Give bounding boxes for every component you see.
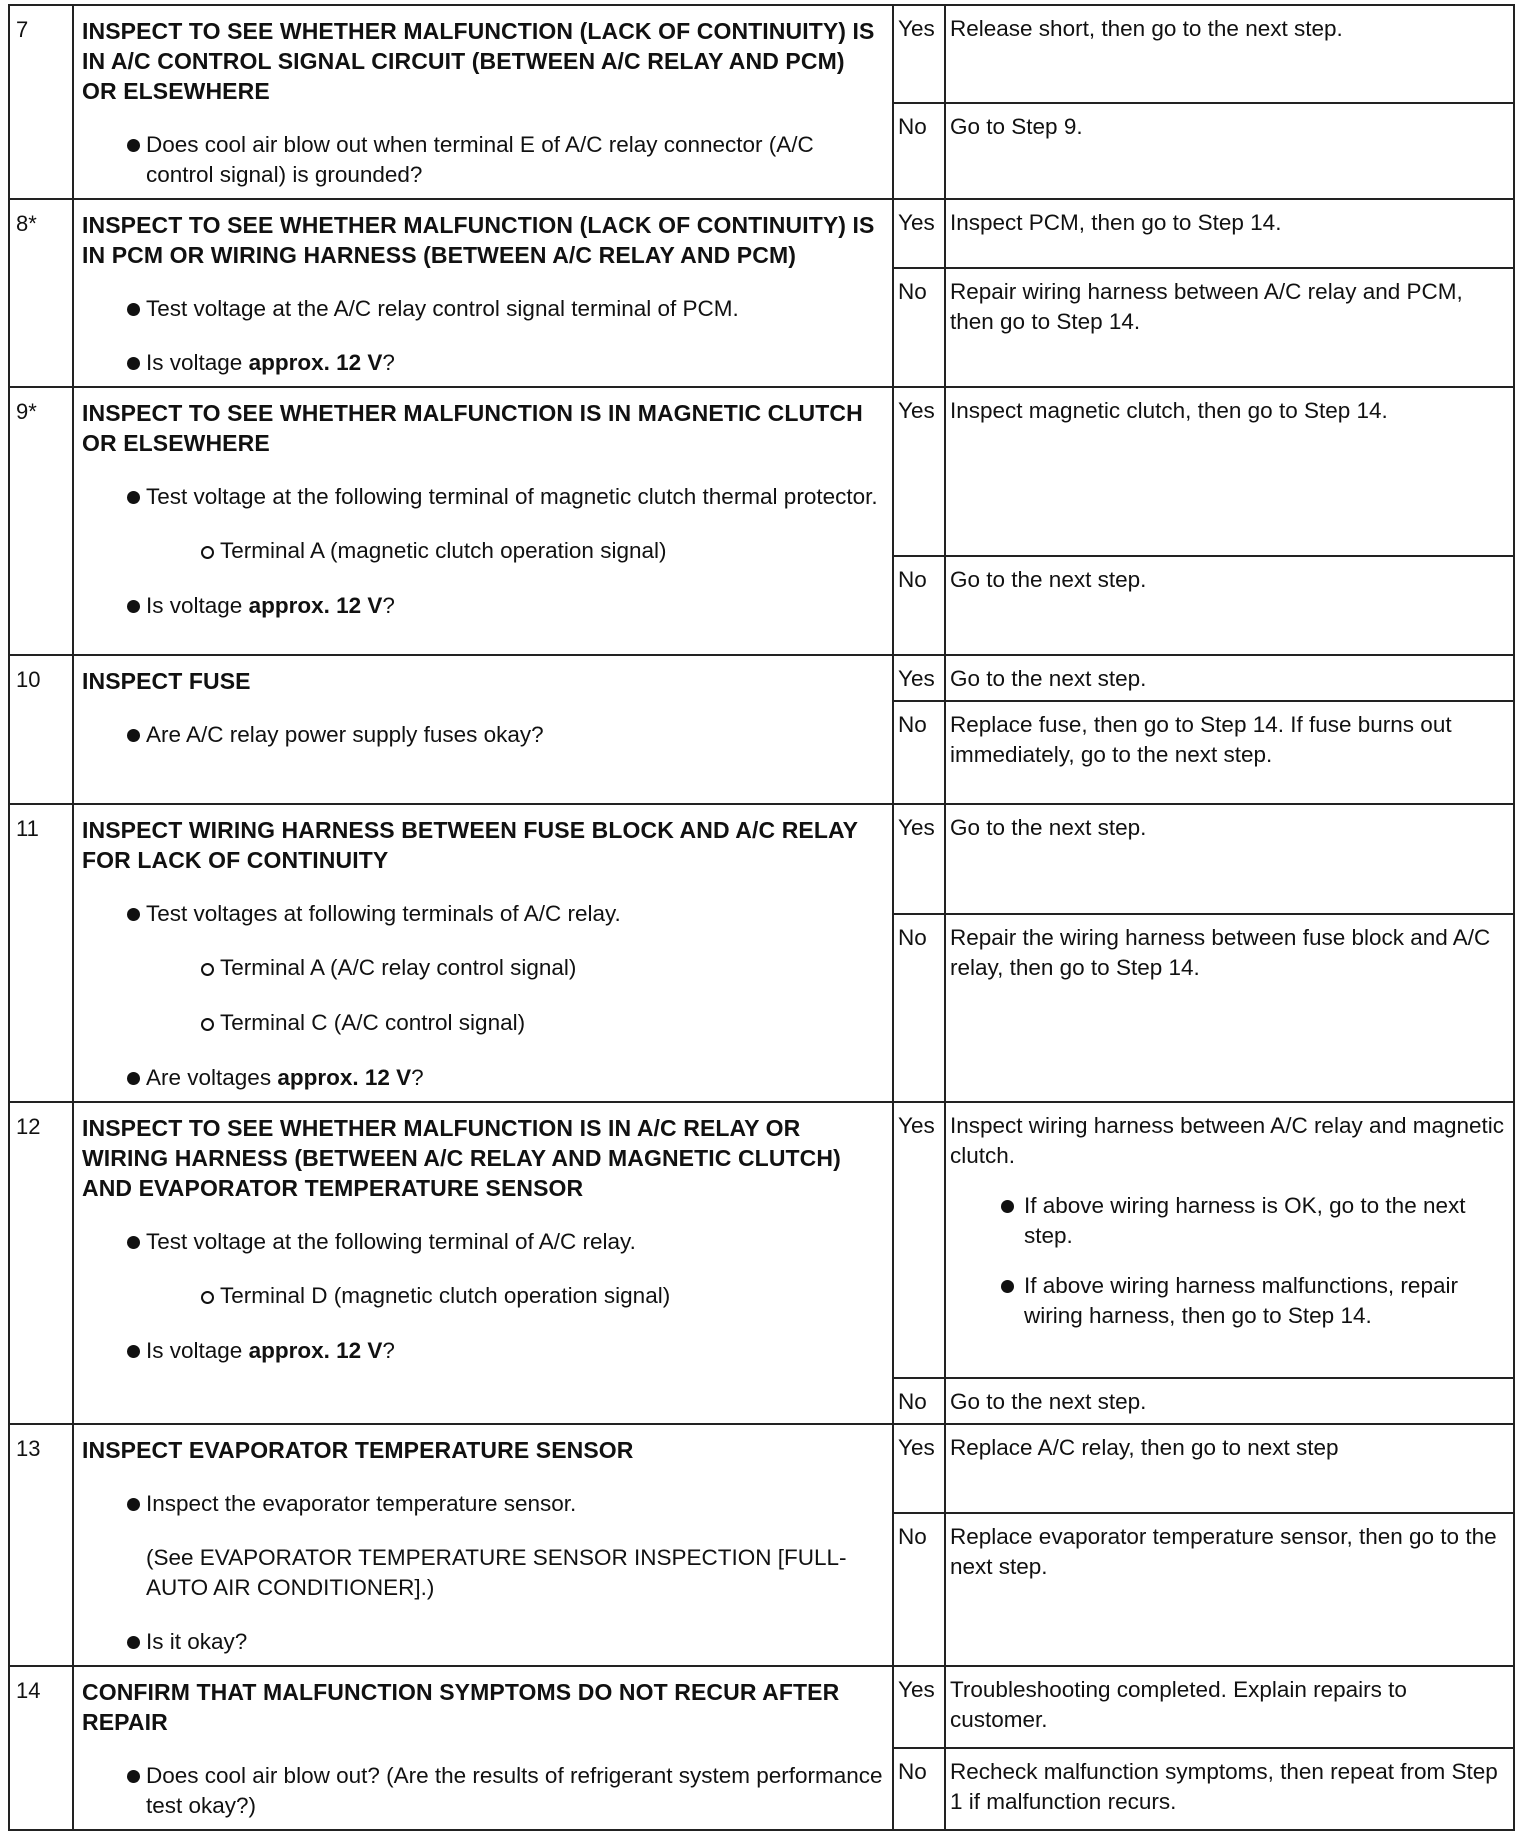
step-action <box>73 804 893 1102</box>
step-row-13 <box>9 1424 1514 1513</box>
bullet-icon <box>1001 1200 1014 1213</box>
bullet-icon <box>127 1498 140 1511</box>
no-result: Recheck malfunction symptoms, then repeat from Step 1 if malfunction recurs. <box>945 1748 1514 1830</box>
troubleshooting-table <box>8 4 1515 1831</box>
reference-note: (See EVAPORATOR TEMPERATURE SENSOR INSPECTION [FULL-AUTO AIR CONDITIONER].) <box>146 1545 847 1600</box>
no-label: No <box>893 103 945 199</box>
step-row-8 <box>9 199 1514 268</box>
no-label: No <box>893 1513 945 1666</box>
yes-label: Yes <box>893 5 945 103</box>
yes-result: Go to the next step. <box>945 804 1514 914</box>
list-item: Test voltage at the following terminal of A/C relay. <box>82 1227 884 1257</box>
step-row-14 <box>9 1666 1514 1748</box>
step-number: 10 <box>9 655 73 804</box>
step-heading: INSPECT EVAPORATOR TEMPERATURE SENSOR <box>82 1437 634 1463</box>
step-number: 12 <box>9 1102 73 1424</box>
list-item: Test voltages at following terminals of A/C relay. <box>82 899 884 929</box>
step-action <box>73 1424 893 1666</box>
list-item: Are voltages approx. 12 V? <box>82 1063 884 1093</box>
circle-bullet-icon <box>201 1018 214 1031</box>
list-item: Is voltage approx. 12 V? <box>82 591 884 621</box>
list-item: Is voltage approx. 12 V? <box>82 348 884 378</box>
list-item: If above wiring harness is OK, go to the next step. <box>950 1191 1509 1251</box>
step-action <box>73 387 893 655</box>
step-row-11 <box>9 804 1514 914</box>
step-heading: INSPECT TO SEE WHETHER MALFUNCTION IS IN MAGNETIC CLUTCH OR ELSEWHERE <box>82 400 863 456</box>
sub-list-item: Terminal A (A/C relay control signal) <box>82 953 884 984</box>
bullet-icon <box>127 1236 140 1249</box>
yes-label: Yes <box>893 199 945 268</box>
step-number: 11 <box>9 804 73 1102</box>
circle-bullet-icon <box>201 963 214 976</box>
list-item: Test voltage at the following terminal of magnetic clutch thermal protector. <box>82 482 884 512</box>
list-item: Test voltage at the A/C relay control signal terminal of PCM. <box>82 294 884 324</box>
bullet-icon <box>127 491 140 504</box>
yes-result: Release short, then go to the next step. <box>945 5 1514 103</box>
no-label: No <box>893 914 945 1102</box>
no-label: No <box>893 268 945 387</box>
list-item: Are A/C relay power supply fuses okay? <box>82 720 884 750</box>
yes-label: Yes <box>893 1424 945 1513</box>
step-action <box>73 5 893 199</box>
step-heading: INSPECT TO SEE WHETHER MALFUNCTION (LACK OF CONTINUITY) IS IN A/C CONTROL SIGNAL CIRCUIT (BETWEEN A/C RELAY AND PCM) OR ELSEWHERE <box>82 18 875 104</box>
step-heading: INSPECT TO SEE WHETHER MALFUNCTION (LACK OF CONTINUITY) IS IN PCM OR WIRING HARNESS (BETWEEN A/C RELAY AND PCM) <box>82 212 875 268</box>
no-label: No <box>893 701 945 804</box>
step-row-9 <box>9 387 1514 556</box>
list-item: Is it okay? <box>82 1627 884 1657</box>
yes-label: Yes <box>893 387 945 556</box>
no-label: No <box>893 1378 945 1424</box>
no-result: Go to the next step. <box>945 1378 1514 1424</box>
step-heading: CONFIRM THAT MALFUNCTION SYMPTOMS DO NOT RECUR AFTER REPAIR <box>82 1679 840 1735</box>
step-number: 13 <box>9 1424 73 1666</box>
troubleshooting-document <box>8 4 1513 1831</box>
bullet-icon <box>127 1636 140 1649</box>
yes-result: Go to the next step. <box>945 655 1514 701</box>
list-item: Does cool air blow out? (Are the results of refrigerant system performance test okay?) <box>82 1761 884 1821</box>
bullet-icon <box>127 1345 140 1358</box>
list-item: Does cool air blow out when terminal E of A/C relay connector (A/C control signal) is grounded? <box>82 130 884 190</box>
list-item: Inspect the evaporator temperature sensor. <box>82 1489 884 1519</box>
bullet-icon <box>127 729 140 742</box>
yes-label: Yes <box>893 1102 945 1378</box>
list-item: If above wiring harness malfunctions, repair wiring harness, then go to Step 14. <box>950 1271 1509 1331</box>
no-result: Go to Step 9. <box>945 103 1514 199</box>
step-number: 8* <box>9 199 73 387</box>
step-action <box>73 655 893 804</box>
step-action <box>73 199 893 387</box>
yes-label: Yes <box>893 655 945 701</box>
step-heading: INSPECT FUSE <box>82 668 251 694</box>
no-result: Repair wiring harness between A/C relay and PCM, then go to Step 14. <box>945 268 1514 387</box>
no-result: Go to the next step. <box>945 556 1514 655</box>
circle-bullet-icon <box>201 546 214 559</box>
no-result: Replace fuse, then go to Step 14. If fuse burns out immediately, go to the next step. <box>945 701 1514 804</box>
yes-result: Inspect wiring harness between A/C relay and magnetic clutch. If above wiring harness is OK, go to the next step. If above wiring harness malfunctions, repair wiring harness, then go to Step 14. <box>945 1102 1514 1378</box>
step-heading: INSPECT TO SEE WHETHER MALFUNCTION IS IN A/C RELAY OR WIRING HARNESS (BETWEEN A/C RELAY AND MAGNETIC CLUTCH) AND EVAPORATOR TEMPERATURE SENSOR <box>82 1115 841 1201</box>
yes-label: Yes <box>893 1666 945 1748</box>
no-label: No <box>893 1748 945 1830</box>
bullet-icon <box>127 357 140 370</box>
step-row-10 <box>9 655 1514 701</box>
bullet-icon <box>1001 1280 1014 1293</box>
no-label: No <box>893 556 945 655</box>
bullet-icon <box>127 908 140 921</box>
yes-result: Troubleshooting completed. Explain repairs to customer. <box>945 1666 1514 1748</box>
bullet-icon <box>127 139 140 152</box>
bullet-icon <box>127 1072 140 1085</box>
yes-result: Inspect magnetic clutch, then go to Step 14. <box>945 387 1514 556</box>
bullet-icon <box>127 600 140 613</box>
bullet-icon <box>127 1770 140 1783</box>
no-result: Repair the wiring harness between fuse block and A/C relay, then go to Step 14. <box>945 914 1514 1102</box>
bullet-icon <box>127 303 140 316</box>
step-heading: INSPECT WIRING HARNESS BETWEEN FUSE BLOCK AND A/C RELAY FOR LACK OF CONTINUITY <box>82 817 858 873</box>
step-row-12 <box>9 1102 1514 1378</box>
step-number: 7 <box>9 5 73 199</box>
sub-list-item: Terminal A (magnetic clutch operation signal) <box>82 536 884 567</box>
no-result: Replace evaporator temperature sensor, then go to the next step. <box>945 1513 1514 1666</box>
list-item: Is voltage approx. 12 V? <box>82 1336 884 1366</box>
sub-list-item: Terminal C (A/C control signal) <box>82 1008 884 1039</box>
sub-list-item: Terminal D (magnetic clutch operation signal) <box>82 1281 884 1312</box>
yes-result: Replace A/C relay, then go to next step <box>945 1424 1514 1513</box>
step-row-7 <box>9 5 1514 103</box>
step-action <box>73 1666 893 1830</box>
step-action <box>73 1102 893 1424</box>
circle-bullet-icon <box>201 1291 214 1304</box>
yes-label: Yes <box>893 804 945 914</box>
step-number: 9* <box>9 387 73 655</box>
step-number: 14 <box>9 1666 73 1830</box>
yes-result: Inspect PCM, then go to Step 14. <box>945 199 1514 268</box>
